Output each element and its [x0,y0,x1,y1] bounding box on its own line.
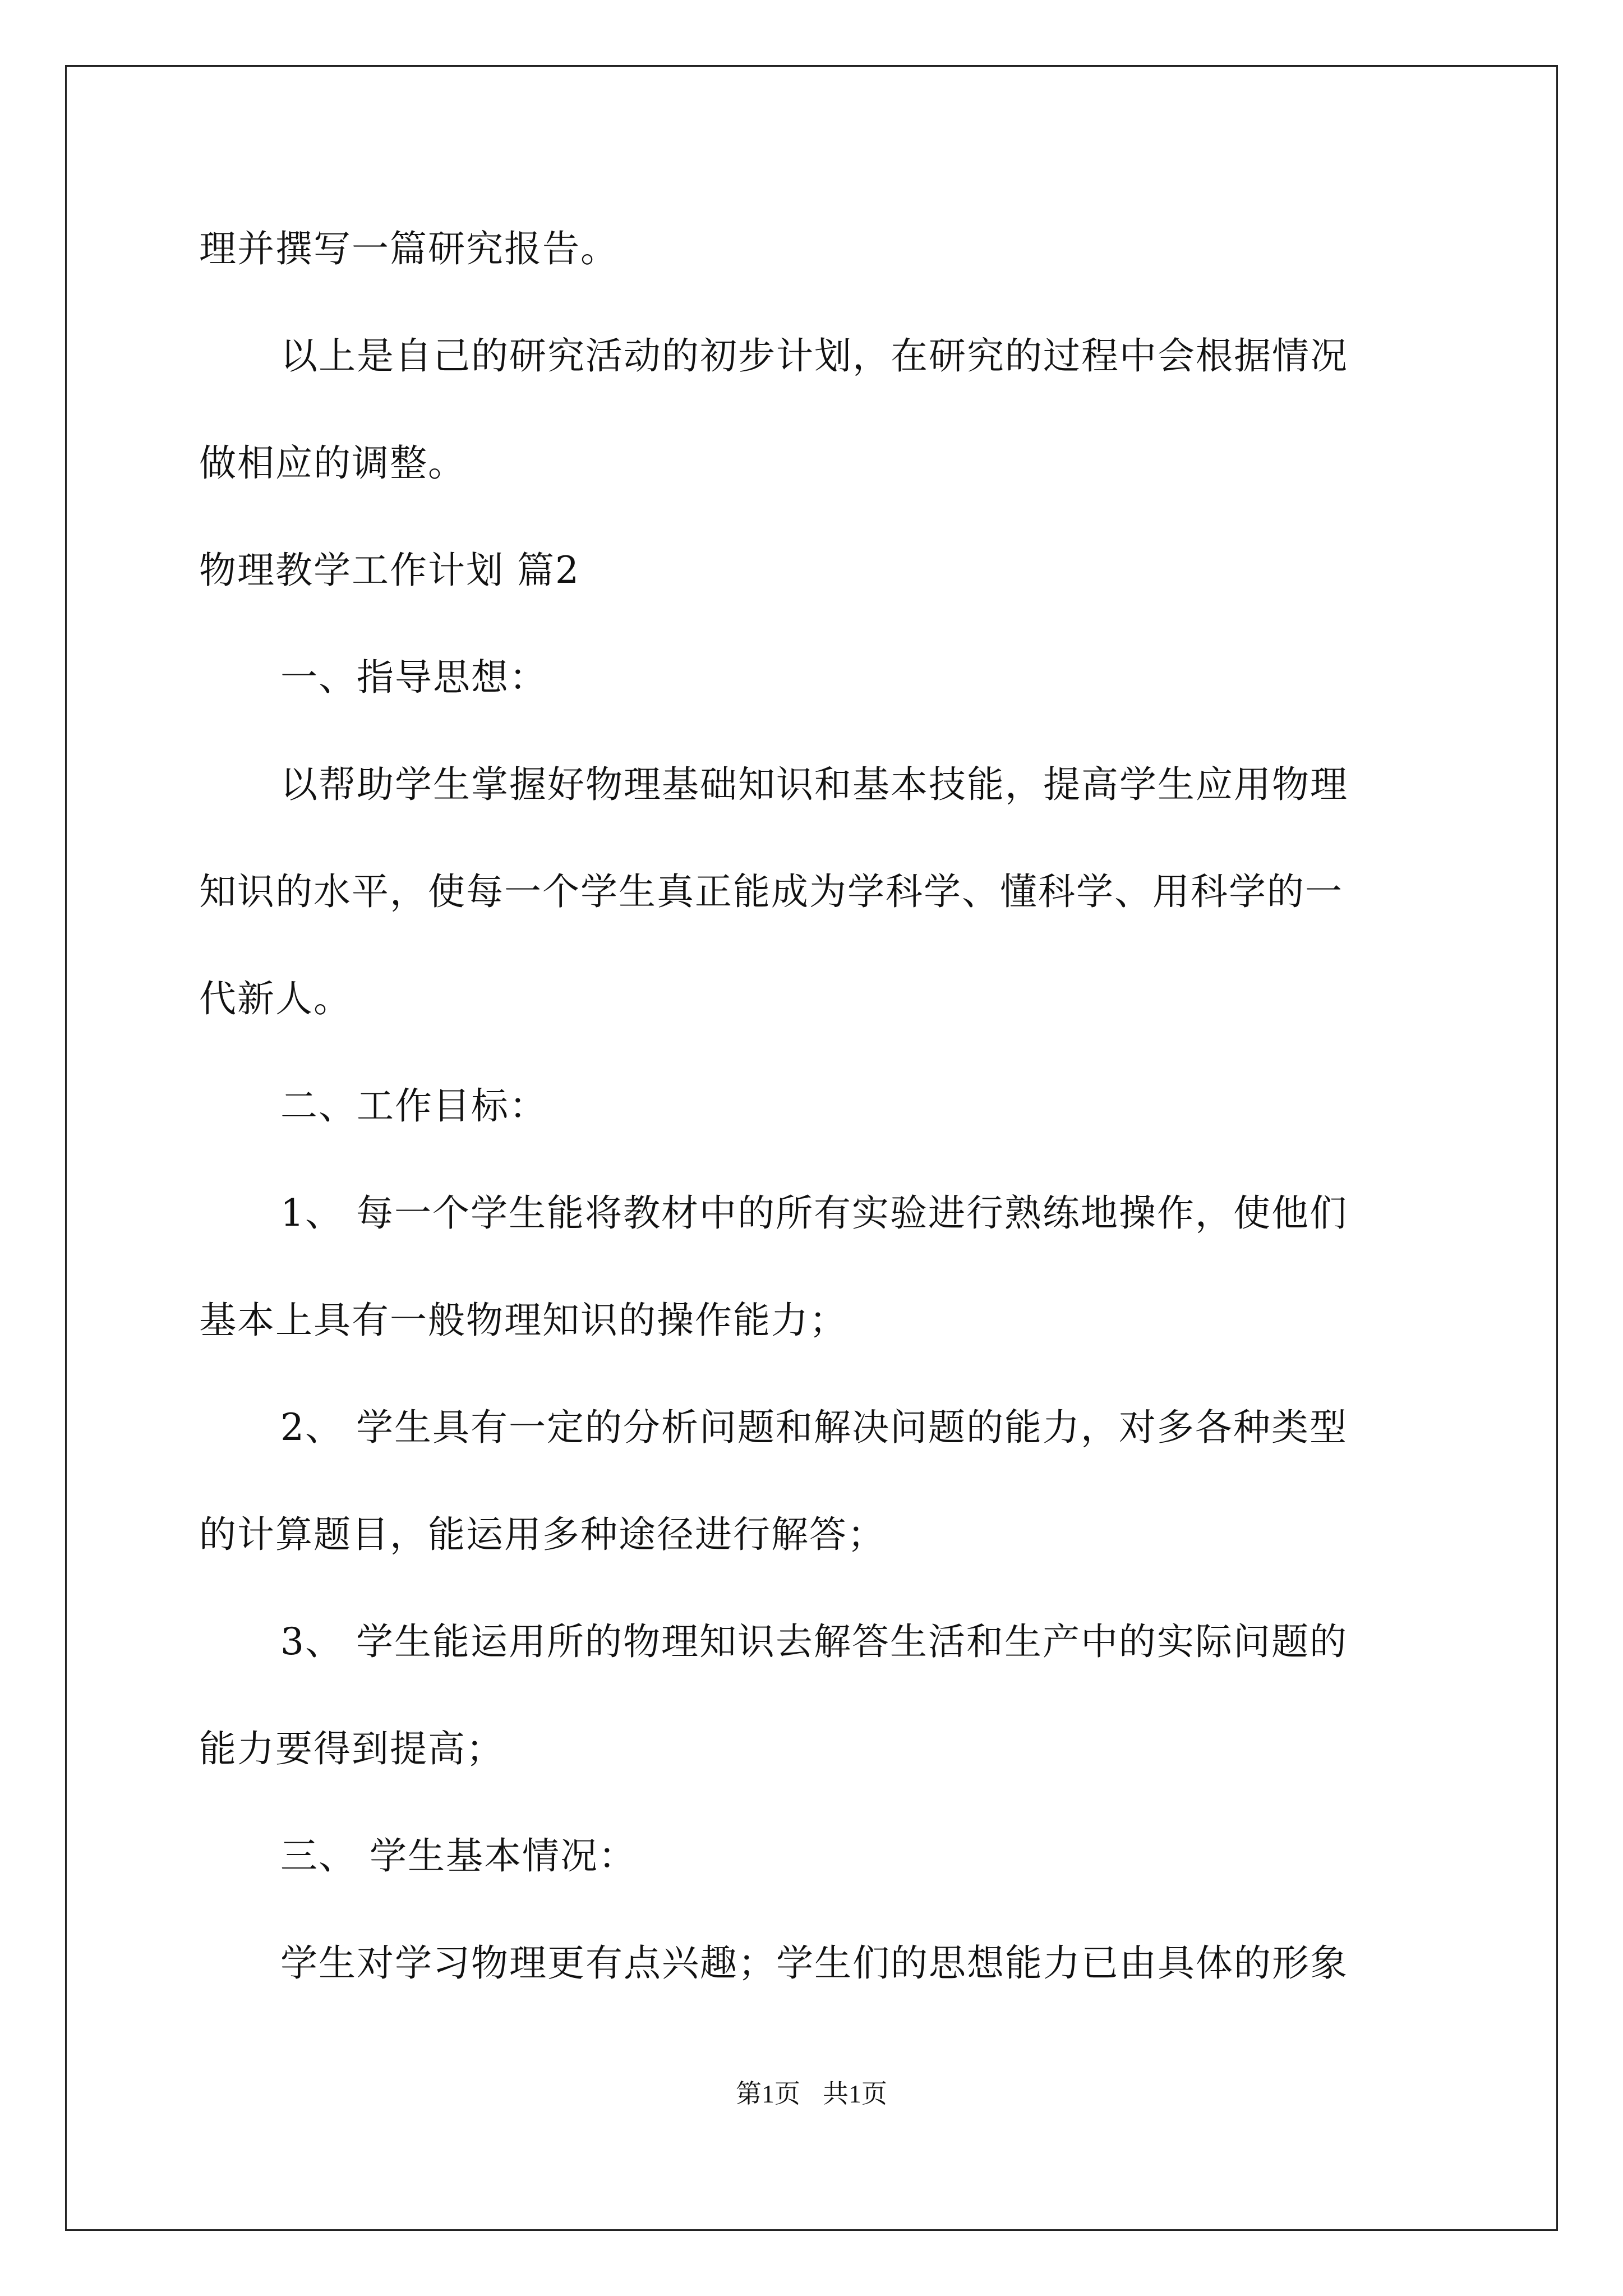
body-line: 做相应的调整。 [199,441,466,485]
body-line: 理并撰写一篇研究报告。 [199,227,619,270]
body-line: 二、工作目标： [280,1084,547,1128]
body-line: 以上是自己的研究活动的初步计划，在研究的过程中会根据情况 [280,334,1348,378]
body-line: 学生对学习物理更有点兴趣；学生们的思想能力已由具体的形象 [280,1941,1348,1985]
body-line: 以帮助学生掌握好物理基础知识和基本技能，提高学生应用物理 [280,763,1348,806]
page-number: 第1页 [736,2079,800,2108]
page-footer [0,2078,1623,2110]
body-line: 能力要得到提高； [199,1727,504,1770]
body-line: 3、 学生能运用所的物理知识去解答生活和生产中的实际问题的 [280,1620,1348,1663]
section-heading: 物理教学工作计划 篇2 [199,549,580,592]
body-line: 2、 学生具有一定的分析问题和解决问题的能力，对多各种类型 [280,1406,1348,1449]
body-line: 代新人。 [199,977,352,1020]
body-line: 三、 学生基本情况： [280,1834,637,1878]
body-line: 1、 每一个学生能将教材中的所有实验进行熟练地操作，使他们 [280,1191,1348,1235]
body-line: 的计算题目，能运用多种途径进行解答； [199,1513,886,1556]
body-line: 一、指导思想： [280,656,547,699]
page-total: 共1页 [823,2079,887,2108]
page-border [65,65,1558,2231]
body-line: 基本上具有一般物理知识的操作能力； [199,1299,847,1342]
body-line: 知识的水平，使每一个学生真正能成为学科学、懂科学、用科学的一 [199,870,1343,913]
